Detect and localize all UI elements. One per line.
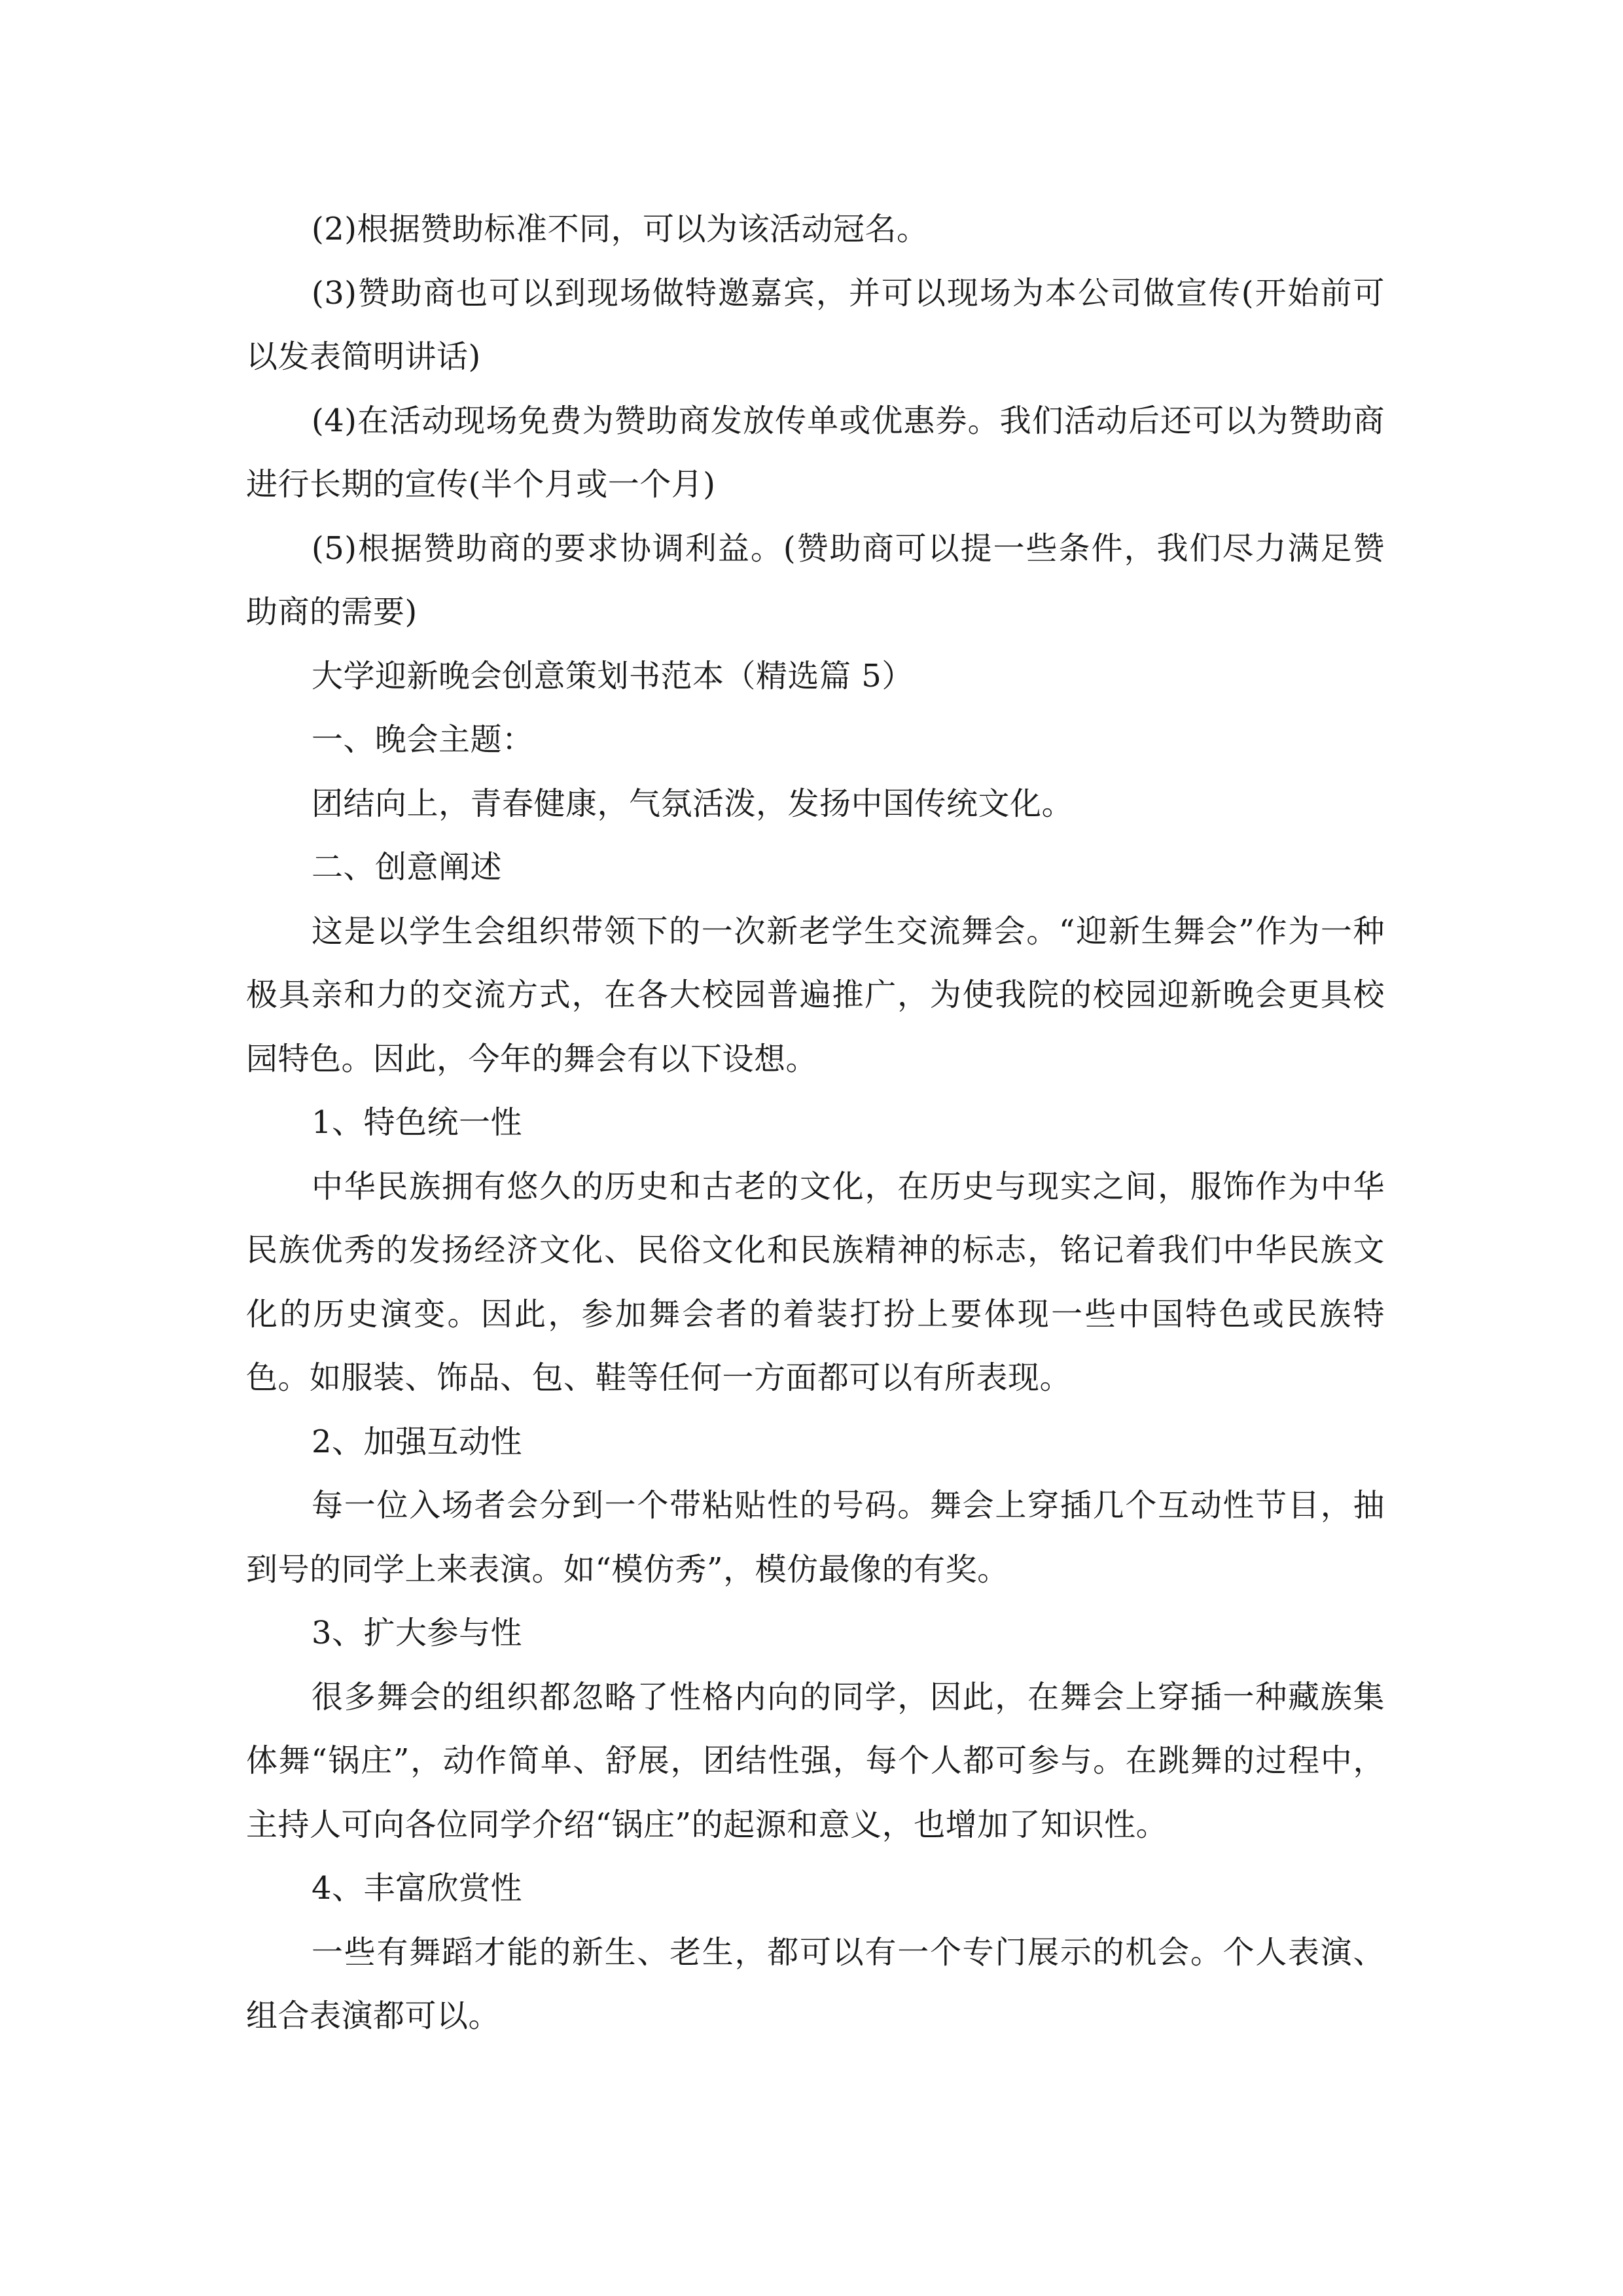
heading-appreciation: 4、丰富欣赏性 (312, 1870, 523, 1907)
heading-creative: 二、创意阐述 (312, 849, 503, 886)
paragraph-sponsor-interests: (5)根据赞助商的要求协调利益。(赞助商可以提一些条件，我们尽力满足赞助商的需要) (246, 529, 1385, 630)
paragraph-participation: 很多舞会的组织都忽略了性格内向的同学，因此，在舞会上穿插一种藏族集体舞“锅庄”，动作简单、舒展，团结性强，每个人都可参与。在跳舞的过程中，主持人可向各位同学介绍“锅庄”的起源和意义，也增加了知识性。 (246, 1678, 1385, 1843)
heading-feature-unity: 1、特色统一性 (312, 1104, 523, 1141)
heading-interaction: 2、加强互动性 (312, 1423, 523, 1460)
paragraph-appreciation: 一些有舞蹈才能的新生、老生，都可以有一个专门展示的机会。个人表演、组合表演都可以。 (246, 1933, 1385, 2034)
paragraph-creative: 这是以学生会组织带领下的一次新老学生交流舞会。“迎新生舞会”作为一种极具亲和力的交流方式，在各大校园普遍推广，为使我院的校园迎新晚会更具校园特色。因此，今年的舞会有以下设想。 (246, 912, 1385, 1077)
paragraph-theme: 团结向上，青春健康，气氛活泼，发扬中国传统文化。 (312, 785, 1074, 822)
document-body (246, 198, 1385, 2049)
heading-participation: 3、扩大参与性 (312, 1615, 523, 1651)
paragraph-sponsor-flyers: (4)在活动现场免费为赞助商发放传单或优惠券。我们活动后还可以为赞助商进行长期的宣传(半个月或一个月) (246, 402, 1385, 503)
heading-theme: 一、晚会主题： (312, 721, 534, 758)
paragraph-sponsor-naming: (2)根据赞助标准不同，可以为该活动冠名。 (312, 211, 929, 247)
paragraph-interaction: 每一位入场者会分到一个带粘贴性的号码。舞会上穿插几个互动性节目，抽到号的同学上来表演。如“模仿秀”，模仿最像的有奖。 (246, 1487, 1385, 1588)
paragraph-feature-unity: 中华民族拥有悠久的历史和古老的文化，在历史与现实之间，服饰作为中华民族优秀的发扬经济文化、民俗文化和民族精神的标志，铭记着我们中华民族文化的历史演变。因此，参加舞会者的着装打扮上要体现一些中国特色或民族特色。如服装、饰品、包、鞋等任何一方面都可以有所表现。 (246, 1168, 1385, 1396)
paragraph-sponsor-guest: (3)赞助商也可以到现场做特邀嘉宾，并可以现场为本公司做宣传(开始前可以发表简明讲话) (246, 274, 1385, 375)
section-title: 大学迎新晚会创意策划书范本（精选篇 5） (312, 657, 914, 694)
